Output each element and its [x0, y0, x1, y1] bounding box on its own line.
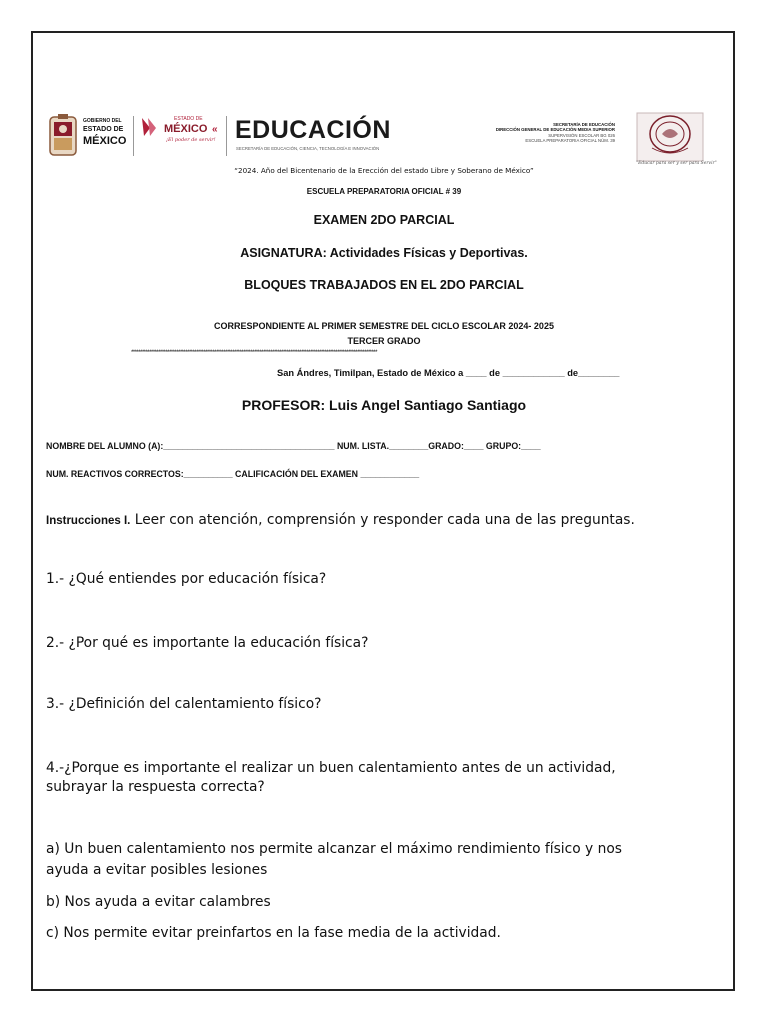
educacion-title: EDUCACIÓN: [235, 116, 391, 144]
educacion-logo: [235, 116, 445, 156]
header-divider: [133, 116, 134, 156]
exam-grade: TERCER GRADO: [347, 336, 421, 346]
right-line4: ESCUELA PREPARATORIA OFICIAL NÚM. 39: [525, 137, 615, 143]
stars-divider: ****************************************************************************************************************************************: [131, 349, 377, 356]
right-line3: SUPERVISIÓN ESCOLAR BG 026: [548, 132, 615, 138]
instructions-label: Instrucciones I.: [46, 515, 131, 527]
option-a-line1[interactable]: a) Un buen calentamiento nos permite alcanzar el máximo rendimiento físico y nos: [46, 841, 622, 857]
year-motto: “2024. Año del Bicentenario de la Erección del estado Libre y Soberano de México”: [234, 166, 534, 175]
question-4-line2: subrayar la respuesta correcta?: [46, 779, 265, 795]
instructions-text: Leer con atención, comprensión y responder cada una de las preguntas.: [130, 512, 635, 528]
question-3: 3.- ¿Definición del calentamiento físico?: [46, 696, 322, 712]
edomex-slogan: ¡El poder de servir!: [166, 137, 216, 143]
question-1: 1.- ¿Qué entiendes por educación física?: [46, 571, 327, 587]
teacher-name: PROFESOR: Luis Angel Santiago Santiago: [241, 397, 527, 413]
edomex-flame-icon: [140, 116, 160, 138]
school-seal-caption: "Educar para ser y ser para Servir": [636, 161, 717, 166]
exam-title: EXAMEN 2DO PARCIAL: [313, 213, 455, 227]
question-2: 2.- ¿Por qué es importante la educación física?: [46, 635, 369, 651]
student-name-line[interactable]: NOMBRE DEL ALUMNO (A):___________________________________ NUM. LISTA.________GRADO:____ GRUPO:____: [46, 441, 541, 451]
place-date: San Ándres, Timilpan, Estado de México a ____ de ____________ de________: [277, 368, 620, 378]
gob-line2: ESTADO DE: [83, 126, 124, 133]
instructions: [46, 511, 635, 530]
edomex-big: MÉXICO: [164, 123, 208, 135]
school-seal: [634, 112, 717, 172]
state-shield-icon: [48, 114, 78, 158]
school-name: ESCUELA PREPARATORIA OFICIAL # 39: [306, 187, 462, 196]
option-a-line2[interactable]: ayuda a evitar posibles lesiones: [46, 862, 268, 878]
right-line1: SECRETARÍA DE EDUCACIÓN: [553, 122, 615, 127]
gobierno-logo: [48, 113, 128, 159]
header-divider-2: [226, 116, 227, 156]
right-line2: DIRECCIÓN GENERAL DE EDUCACIÓN MEDIA SUPERIOR: [495, 127, 615, 133]
score-line[interactable]: NUM. REACTIVOS CORRECTOS:__________ CALIFICACIÓN DEL EXAMEN ____________: [46, 469, 420, 479]
exam-semester: CORRESPONDIENTE AL PRIMER SEMESTRE DEL CICLO ESCOLAR 2024- 2025: [214, 321, 554, 331]
option-b[interactable]: b) Nos ayuda a evitar calambres: [46, 894, 271, 910]
option-c[interactable]: c) Nos permite evitar preinfartos en la fase media de la actividad.: [46, 925, 501, 941]
header-right-text: [440, 122, 615, 143]
exam-blocks: BLOQUES TRABAJADOS EN EL 2DO PARCIAL: [244, 278, 524, 292]
edomex-small: ESTADO DE: [174, 116, 203, 122]
school-seal-icon: [636, 112, 704, 162]
educacion-subtitle: SECRETARÍA DE EDUCACIÓN, CIENCIA, TECNOLOGÍA E INNOVACIÓN: [236, 146, 380, 151]
edomex-arrows-icon: «: [212, 124, 218, 135]
gob-line3: MÉXICO: [83, 135, 127, 147]
edomex-logo: [140, 112, 225, 158]
question-4-line1: 4.-¿Porque es importante el realizar un buen calentamiento antes de un actividad,: [46, 760, 616, 776]
exam-subject: ASIGNATURA: Actividades Físicas y Deportivas.: [240, 246, 528, 260]
gob-line1: GOBIERNO DEL: [83, 118, 122, 124]
